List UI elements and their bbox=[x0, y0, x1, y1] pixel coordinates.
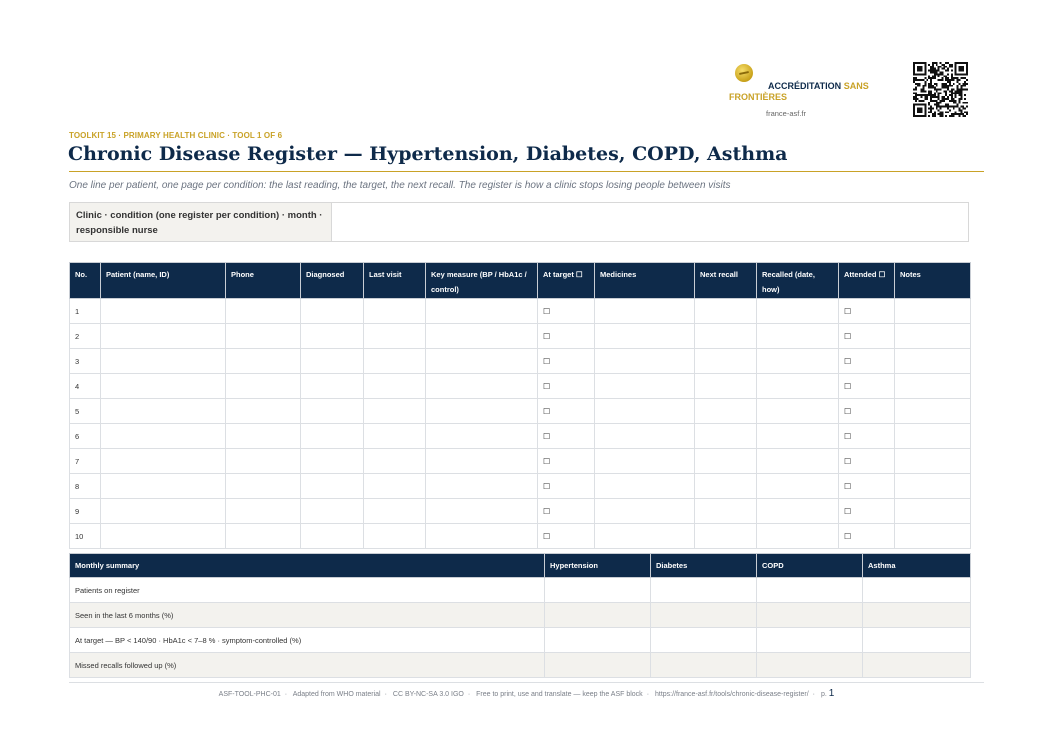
register-cell[interactable] bbox=[595, 524, 695, 549]
register-col-header: Attended ☐ bbox=[839, 263, 895, 299]
register-cell[interactable] bbox=[895, 424, 971, 449]
checkbox-cell bbox=[839, 499, 895, 524]
toolkit-kicker: TOOLKIT 15 · PRIMARY HEALTH CLINIC · TOOL 1 OF 6 bbox=[69, 131, 283, 140]
checkbox-cell bbox=[839, 424, 895, 449]
brand-name: ACCRÉDITATION SANS FRONTIÈRES bbox=[729, 81, 869, 102]
register-col-header: At target ☐ bbox=[538, 263, 595, 299]
checkbox-cell bbox=[538, 449, 595, 474]
register-cell[interactable] bbox=[426, 349, 538, 374]
register-cell[interactable] bbox=[426, 474, 538, 499]
register-cell[interactable] bbox=[426, 399, 538, 424]
register-cell[interactable] bbox=[301, 374, 364, 399]
register-cell[interactable] bbox=[301, 299, 364, 324]
register-cell[interactable] bbox=[895, 324, 971, 349]
register-cell[interactable] bbox=[757, 299, 839, 324]
register-cell[interactable] bbox=[101, 324, 226, 349]
register-cell[interactable] bbox=[364, 399, 426, 424]
register-cell[interactable] bbox=[595, 299, 695, 324]
register-cell[interactable] bbox=[757, 449, 839, 474]
register-cell[interactable] bbox=[757, 499, 839, 524]
register-cell[interactable] bbox=[426, 524, 538, 549]
checkbox[interactable]: ☐ bbox=[543, 481, 551, 491]
table-row bbox=[70, 424, 971, 449]
register-cell[interactable] bbox=[101, 424, 226, 449]
register-cell[interactable] bbox=[301, 474, 364, 499]
summary-cell[interactable] bbox=[863, 628, 971, 653]
row-number: 1 bbox=[70, 299, 101, 324]
checkbox-cell bbox=[538, 424, 595, 449]
register-col-header: Last visit bbox=[364, 263, 426, 299]
register-cell[interactable] bbox=[426, 324, 538, 349]
register-cell[interactable] bbox=[226, 499, 301, 524]
register-cell[interactable] bbox=[226, 324, 301, 349]
checkbox[interactable]: ☐ bbox=[543, 431, 551, 441]
row-number: 8 bbox=[70, 474, 101, 499]
checkbox[interactable]: ☐ bbox=[844, 506, 852, 516]
checkbox[interactable]: ☐ bbox=[844, 456, 852, 466]
register-cell[interactable] bbox=[364, 349, 426, 374]
register-cell[interactable] bbox=[226, 399, 301, 424]
summary-row-label: At target — BP < 140/90 · HbA1c < 7–8 % · symptom-controlled (%) bbox=[70, 628, 545, 653]
checkbox[interactable]: ☐ bbox=[543, 356, 551, 366]
checkbox-cell bbox=[538, 499, 595, 524]
checkbox-cell bbox=[538, 324, 595, 349]
summary-row-label: Patients on register bbox=[70, 578, 545, 603]
register-cell[interactable] bbox=[695, 449, 757, 474]
summary-cell[interactable] bbox=[651, 578, 757, 603]
register-cell[interactable] bbox=[426, 299, 538, 324]
register-col-header: Medicines bbox=[595, 263, 695, 299]
summary-row-label: Seen in the last 6 months (%) bbox=[70, 603, 545, 628]
register-cell[interactable] bbox=[364, 524, 426, 549]
footer-license: CC BY-NC-SA 3.0 IGO bbox=[392, 691, 464, 698]
brand-logo-icon bbox=[735, 64, 753, 82]
checkbox[interactable]: ☐ bbox=[844, 381, 852, 391]
row-number: 3 bbox=[70, 349, 101, 374]
register-cell[interactable] bbox=[426, 499, 538, 524]
register-col-header: Patient (name, ID) bbox=[101, 263, 226, 299]
register-cell[interactable] bbox=[226, 349, 301, 374]
checkbox[interactable]: ☐ bbox=[543, 306, 551, 316]
row-number: 9 bbox=[70, 499, 101, 524]
register-cell[interactable] bbox=[895, 399, 971, 424]
page-subtitle: One line per patient, one page per condition: the last reading, the target, the next recall. The register is how a clinic stops losing people between visits bbox=[69, 180, 731, 191]
register-cell[interactable] bbox=[757, 424, 839, 449]
register-cell[interactable] bbox=[426, 424, 538, 449]
register-cell[interactable] bbox=[695, 349, 757, 374]
register-cell[interactable] bbox=[301, 424, 364, 449]
register-cell[interactable] bbox=[364, 474, 426, 499]
checkbox[interactable]: ☐ bbox=[543, 506, 551, 516]
register-cell[interactable] bbox=[895, 474, 971, 499]
summary-row bbox=[70, 628, 971, 653]
footer-usage: Free to print, use and translate — keep the ASF block bbox=[476, 691, 643, 698]
checkbox[interactable]: ☐ bbox=[844, 531, 852, 541]
register-cell[interactable] bbox=[364, 424, 426, 449]
register-cell[interactable] bbox=[695, 524, 757, 549]
register-cell[interactable] bbox=[595, 324, 695, 349]
footer-url[interactable]: https://france-asf.fr/tools/chronic-disease-register/ bbox=[654, 691, 809, 698]
register-cell[interactable] bbox=[757, 524, 839, 549]
register-cell[interactable] bbox=[595, 499, 695, 524]
checkbox[interactable]: ☐ bbox=[543, 406, 551, 416]
register-cell[interactable] bbox=[695, 374, 757, 399]
register-cell[interactable] bbox=[895, 524, 971, 549]
footer-adapted: Adapted from WHO material bbox=[292, 691, 381, 698]
summary-cell[interactable] bbox=[863, 653, 971, 678]
page-footer: ASF-TOOL-PHC-01 · Adapted from WHO material · CC BY-NC-SA 3.0 IGO · Free to print, use and translate — keep the ASF block · https://france-asf.fr/tools/chronic-disease-register/ · p. 1 bbox=[218, 688, 835, 699]
row-number: 10 bbox=[70, 524, 101, 549]
register-cell[interactable] bbox=[595, 424, 695, 449]
register-cell[interactable] bbox=[364, 449, 426, 474]
register-cell[interactable] bbox=[226, 424, 301, 449]
checkbox-cell bbox=[538, 474, 595, 499]
summary-cell[interactable] bbox=[757, 578, 863, 603]
checkbox-cell bbox=[839, 449, 895, 474]
footer-divider bbox=[69, 682, 984, 683]
register-cell[interactable] bbox=[895, 449, 971, 474]
register-table bbox=[69, 262, 971, 549]
checkbox[interactable]: ☐ bbox=[543, 381, 551, 391]
summary-cell[interactable] bbox=[545, 653, 651, 678]
table-row bbox=[70, 399, 971, 424]
register-cell[interactable] bbox=[301, 499, 364, 524]
summary-col-header: Diabetes bbox=[651, 554, 757, 578]
register-cell[interactable] bbox=[101, 399, 226, 424]
register-cell[interactable] bbox=[757, 474, 839, 499]
summary-col-header: Hypertension bbox=[545, 554, 651, 578]
summary-cell[interactable] bbox=[651, 653, 757, 678]
summary-row bbox=[70, 578, 971, 603]
register-cell[interactable] bbox=[757, 374, 839, 399]
summary-row bbox=[70, 603, 971, 628]
summary-cell[interactable] bbox=[651, 628, 757, 653]
register-cell[interactable] bbox=[695, 399, 757, 424]
summary-cell[interactable] bbox=[863, 578, 971, 603]
register-cell[interactable] bbox=[757, 349, 839, 374]
register-cell[interactable] bbox=[895, 299, 971, 324]
register-cell[interactable] bbox=[757, 399, 839, 424]
register-cell[interactable] bbox=[301, 349, 364, 374]
checkbox-cell bbox=[839, 524, 895, 549]
register-cell[interactable] bbox=[226, 299, 301, 324]
checkbox[interactable]: ☐ bbox=[543, 531, 551, 541]
register-cell[interactable] bbox=[426, 449, 538, 474]
table-row bbox=[70, 449, 971, 474]
checkbox-cell bbox=[538, 374, 595, 399]
checkbox-cell bbox=[538, 299, 595, 324]
register-cell[interactable] bbox=[364, 324, 426, 349]
register-cell[interactable] bbox=[226, 524, 301, 549]
summary-cell[interactable] bbox=[757, 628, 863, 653]
register-cell[interactable] bbox=[695, 474, 757, 499]
register-cell[interactable] bbox=[226, 374, 301, 399]
register-cell[interactable] bbox=[695, 324, 757, 349]
checkbox[interactable]: ☐ bbox=[844, 331, 852, 341]
register-col-header: Recalled (date, how) bbox=[757, 263, 839, 299]
summary-cell[interactable] bbox=[651, 603, 757, 628]
row-number: 7 bbox=[70, 449, 101, 474]
table-row bbox=[70, 349, 971, 374]
register-col-header: Diagnosed bbox=[301, 263, 364, 299]
footer-page-number: 1 bbox=[828, 688, 835, 699]
footer-code: ASF-TOOL-PHC-01 bbox=[218, 691, 281, 698]
checkbox[interactable]: ☐ bbox=[844, 431, 852, 441]
summary-col-header: Monthly summary bbox=[70, 554, 545, 578]
row-number: 2 bbox=[70, 324, 101, 349]
register-cell[interactable] bbox=[364, 499, 426, 524]
brand-site: france-asf.fr bbox=[766, 109, 807, 118]
summary-cell[interactable] bbox=[757, 603, 863, 628]
checkbox-cell bbox=[538, 399, 595, 424]
register-cell[interactable] bbox=[695, 424, 757, 449]
register-cell[interactable] bbox=[426, 374, 538, 399]
page-title: Chronic Disease Register — Hypertension, Diabetes, COPD, Asthma bbox=[68, 143, 788, 165]
checkbox-cell bbox=[839, 399, 895, 424]
register-cell[interactable] bbox=[301, 524, 364, 549]
checkbox[interactable]: ☐ bbox=[844, 356, 852, 366]
summary-col-header: COPD bbox=[757, 554, 863, 578]
checkbox-cell bbox=[839, 324, 895, 349]
register-header-row bbox=[70, 263, 971, 299]
checkbox[interactable]: ☐ bbox=[543, 456, 551, 466]
summary-table bbox=[69, 553, 971, 678]
checkbox-cell bbox=[538, 524, 595, 549]
register-cell[interactable] bbox=[695, 499, 757, 524]
register-cell[interactable] bbox=[364, 299, 426, 324]
checkbox-cell bbox=[839, 349, 895, 374]
register-cell[interactable] bbox=[595, 374, 695, 399]
summary-cell[interactable] bbox=[545, 628, 651, 653]
summary-row bbox=[70, 653, 971, 678]
register-cell[interactable] bbox=[101, 374, 226, 399]
register-cell[interactable] bbox=[101, 449, 226, 474]
summary-cell[interactable] bbox=[757, 653, 863, 678]
register-cell[interactable] bbox=[595, 349, 695, 374]
register-cell[interactable] bbox=[595, 399, 695, 424]
register-col-header: Next recall bbox=[695, 263, 757, 299]
checkbox-cell bbox=[839, 374, 895, 399]
register-cell[interactable] bbox=[101, 499, 226, 524]
register-cell[interactable] bbox=[757, 324, 839, 349]
summary-header-row bbox=[70, 554, 971, 578]
checkbox[interactable]: ☐ bbox=[844, 406, 852, 416]
table-row bbox=[70, 299, 971, 324]
register-col-header: Notes bbox=[895, 263, 971, 299]
register-cell[interactable] bbox=[895, 349, 971, 374]
register-cell[interactable] bbox=[101, 349, 226, 374]
register-cell[interactable] bbox=[101, 524, 226, 549]
checkbox-cell bbox=[839, 299, 895, 324]
register-cell[interactable] bbox=[101, 299, 226, 324]
table-row bbox=[70, 324, 971, 349]
register-col-header: Key measure (BP / HbA1c / control) bbox=[426, 263, 538, 299]
checkbox[interactable]: ☐ bbox=[543, 331, 551, 341]
register-col-header: Phone bbox=[226, 263, 301, 299]
table-row bbox=[70, 474, 971, 499]
row-number: 4 bbox=[70, 374, 101, 399]
register-cell[interactable] bbox=[301, 449, 364, 474]
summary-col-header: Asthma bbox=[863, 554, 971, 578]
register-cell[interactable] bbox=[595, 449, 695, 474]
register-col-header: No. bbox=[70, 263, 101, 299]
qr-code-icon bbox=[913, 62, 968, 117]
register-cell[interactable] bbox=[301, 324, 364, 349]
summary-cell[interactable] bbox=[863, 603, 971, 628]
row-number: 5 bbox=[70, 399, 101, 424]
summary-row-label: Missed recalls followed up (%) bbox=[70, 653, 545, 678]
info-box bbox=[69, 202, 969, 242]
checkbox[interactable]: ☐ bbox=[844, 481, 852, 491]
register-cell[interactable] bbox=[895, 374, 971, 399]
title-divider bbox=[69, 171, 984, 172]
register-cell[interactable] bbox=[301, 399, 364, 424]
register-cell[interactable] bbox=[226, 449, 301, 474]
table-row bbox=[70, 499, 971, 524]
register-cell[interactable] bbox=[595, 474, 695, 499]
register-cell[interactable] bbox=[695, 299, 757, 324]
footer-page-prefix: p. bbox=[820, 691, 827, 698]
checkbox-cell bbox=[538, 349, 595, 374]
table-row bbox=[70, 374, 971, 399]
info-value-field[interactable] bbox=[332, 203, 968, 241]
register-cell[interactable] bbox=[364, 374, 426, 399]
row-number: 6 bbox=[70, 424, 101, 449]
checkbox-cell bbox=[839, 474, 895, 499]
register-cell[interactable] bbox=[895, 499, 971, 524]
checkbox[interactable]: ☐ bbox=[844, 306, 852, 316]
summary-cell[interactable] bbox=[545, 603, 651, 628]
register-cell[interactable] bbox=[101, 474, 226, 499]
summary-cell[interactable] bbox=[545, 578, 651, 603]
table-row bbox=[70, 524, 971, 549]
info-label: Clinic · condition (one register per condition) · month · responsible nurse bbox=[70, 203, 332, 241]
register-cell[interactable] bbox=[226, 474, 301, 499]
